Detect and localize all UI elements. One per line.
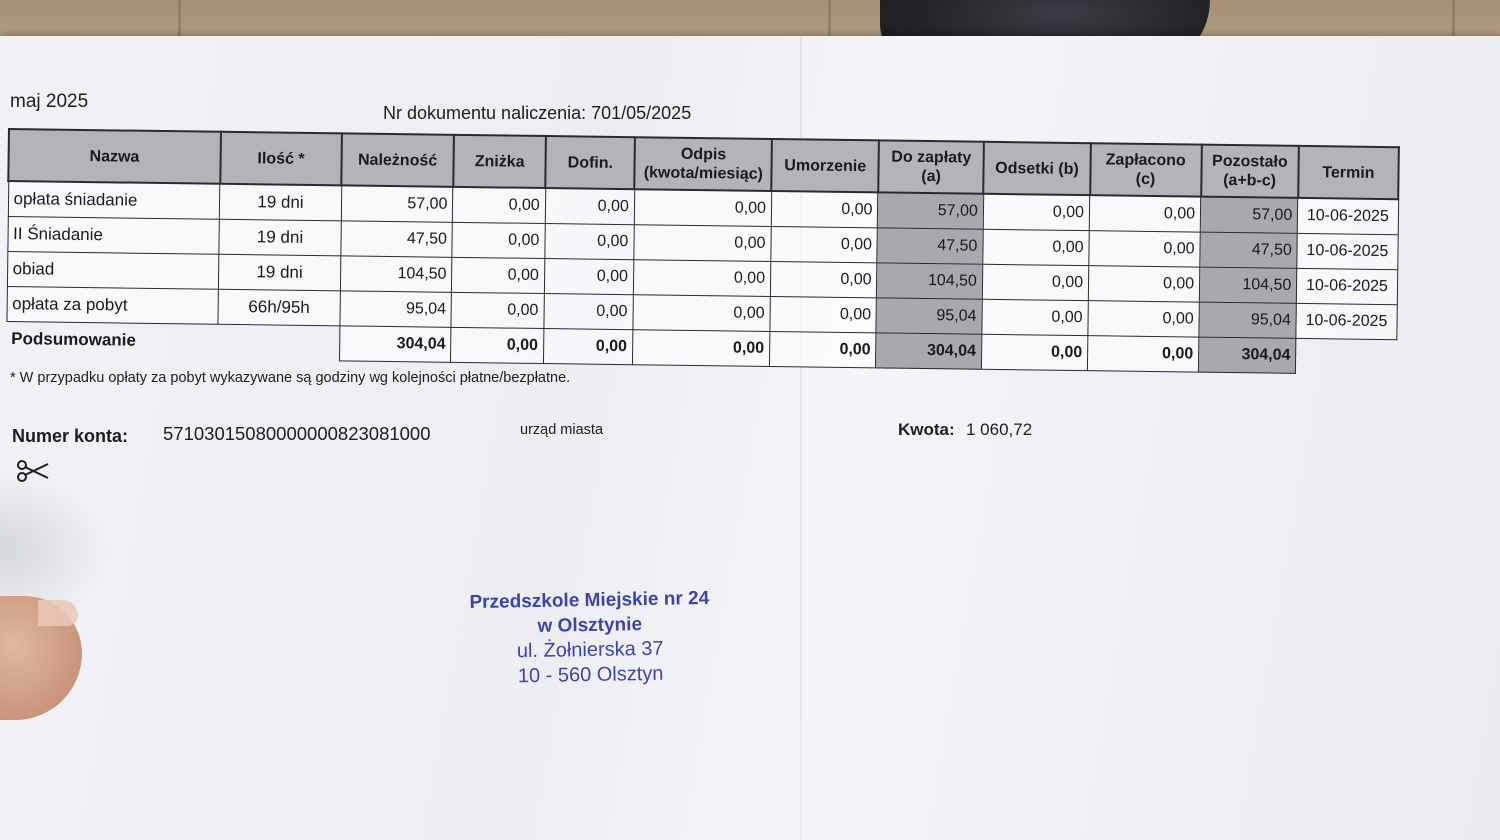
column-header: Odpis (kwota/miesiąc): [635, 137, 773, 191]
cell-naleznosc: 104,50: [340, 256, 452, 292]
sum-termin-empty: [1296, 338, 1397, 374]
stamp-line: ul. Żołnierska 37: [516, 637, 664, 663]
cell-umorzenie: 0,00: [771, 226, 878, 262]
stamp-line: 10 - 560 Olsztyn: [517, 662, 664, 688]
account-number: 57103015080000000823081000: [163, 423, 431, 444]
column-header: Termin: [1298, 146, 1399, 199]
footnote: * W przypadku opłaty za pobyt wykazywane są godziny wg kolejności płatne/bezpłatne.: [10, 370, 571, 386]
sum-pozostalo: 304,04: [1198, 337, 1296, 373]
cell-odpis: 0,00: [633, 260, 771, 297]
cell-dofin: 0,00: [544, 294, 634, 330]
sum-do-zaplaty: 304,04: [876, 333, 982, 369]
payment-recipient: urząd miasta: [520, 422, 604, 438]
cell-name: opłata za pobyt: [6, 286, 218, 324]
cell-termin: 10-06-2025: [1297, 268, 1398, 304]
column-header: Pozostało (a+b-c): [1201, 145, 1299, 198]
cell-umorzenie: 0,00: [771, 191, 878, 228]
cell-pozostalo: 95,04: [1199, 302, 1297, 338]
sum-naleznosc: 304,04: [339, 326, 451, 362]
cell-qty: 19 dni: [219, 219, 341, 256]
document-number: Nr dokumentu naliczenia: 701/05/2025: [383, 103, 692, 123]
cell-dofin: 0,00: [545, 188, 635, 225]
cell-znizka: 0,00: [451, 292, 544, 328]
sum-dofin: 0,00: [543, 329, 633, 365]
cell-znizka: 0,00: [452, 257, 545, 293]
column-header: Dofin.: [545, 136, 635, 189]
stamp-line: w Olsztynie: [537, 614, 643, 637]
column-header: Zapłacono (c): [1090, 143, 1202, 196]
cell-odsetki: 0,00: [983, 194, 1090, 231]
cell-umorzenie: 0,00: [770, 296, 877, 332]
cell-name: II Śniadanie: [7, 217, 219, 255]
column-header: Zniżka: [453, 135, 546, 188]
cell-odpis: 0,00: [634, 189, 772, 226]
column-header: Nazwa: [8, 129, 220, 184]
cell-odpis: 0,00: [633, 295, 771, 332]
billing-period: maj 2025: [10, 91, 89, 112]
cell-do-zaplaty: 57,00: [878, 192, 984, 229]
institution-stamp: [439, 585, 741, 690]
cell-qty: 19 dni: [219, 254, 341, 291]
sum-umorzenie: 0,00: [769, 331, 876, 367]
cell-zaplacono: 0,00: [1089, 195, 1201, 232]
cell-naleznosc: 95,04: [340, 291, 452, 327]
column-header: Należność: [341, 133, 453, 186]
cell-odsetki: 0,00: [982, 264, 1089, 300]
amount-value: 1 060,72: [966, 420, 1033, 439]
amount-label: Kwota:: [898, 420, 955, 439]
cell-znizka: 0,00: [452, 222, 545, 258]
column-header: Odsetki (b): [984, 142, 1091, 195]
stamp-line: Przedszkole Miejskie nr 24: [469, 587, 710, 614]
cell-name: opłata śniadanie: [8, 181, 220, 219]
cell-dofin: 0,00: [544, 259, 634, 295]
summary-label: Podsumowanie: [11, 329, 137, 350]
cell-do-zaplaty: 47,50: [877, 228, 983, 264]
cell-termin: 10-06-2025: [1296, 303, 1397, 339]
cell-pozostalo: 57,00: [1200, 197, 1298, 234]
cell-qty: 19 dni: [219, 184, 341, 221]
sum-odpis: 0,00: [632, 330, 770, 367]
cell-termin: 10-06-2025: [1297, 233, 1398, 269]
column-header: Ilość *: [220, 132, 342, 186]
cell-termin: 10-06-2025: [1298, 198, 1399, 235]
cell-umorzenie: 0,00: [770, 261, 877, 297]
scissors-icon: [16, 458, 50, 484]
cell-zaplacono: 0,00: [1088, 301, 1200, 337]
sum-znizka: 0,00: [451, 327, 544, 363]
cell-odpis: 0,00: [634, 225, 772, 262]
cell-qty: 66h/95h: [218, 289, 340, 326]
account-label: Numer konta:: [12, 426, 129, 446]
cell-zaplacono: 0,00: [1088, 266, 1200, 302]
cell-zaplacono: 0,00: [1089, 231, 1201, 267]
charges-table: [5, 128, 1400, 375]
cell-do-zaplaty: 95,04: [876, 298, 982, 334]
cell-do-zaplaty: 104,50: [877, 263, 983, 299]
cell-odsetki: 0,00: [982, 299, 1089, 335]
cell-pozostalo: 47,50: [1200, 232, 1298, 268]
cell-name: obiad: [7, 252, 219, 290]
cell-naleznosc: 57,00: [341, 185, 453, 222]
column-header: Do zapłaty (a): [878, 140, 984, 193]
cell-znizka: 0,00: [453, 187, 546, 224]
sum-odsetki: 0,00: [981, 334, 1088, 370]
cell-pozostalo: 104,50: [1199, 267, 1297, 303]
fingernail: [38, 600, 78, 626]
cell-odsetki: 0,00: [983, 229, 1090, 265]
column-header: Umorzenie: [772, 139, 879, 192]
cell-dofin: 0,00: [545, 224, 635, 260]
cell-naleznosc: 47,50: [341, 221, 453, 257]
sum-zaplacono: 0,00: [1087, 336, 1199, 372]
